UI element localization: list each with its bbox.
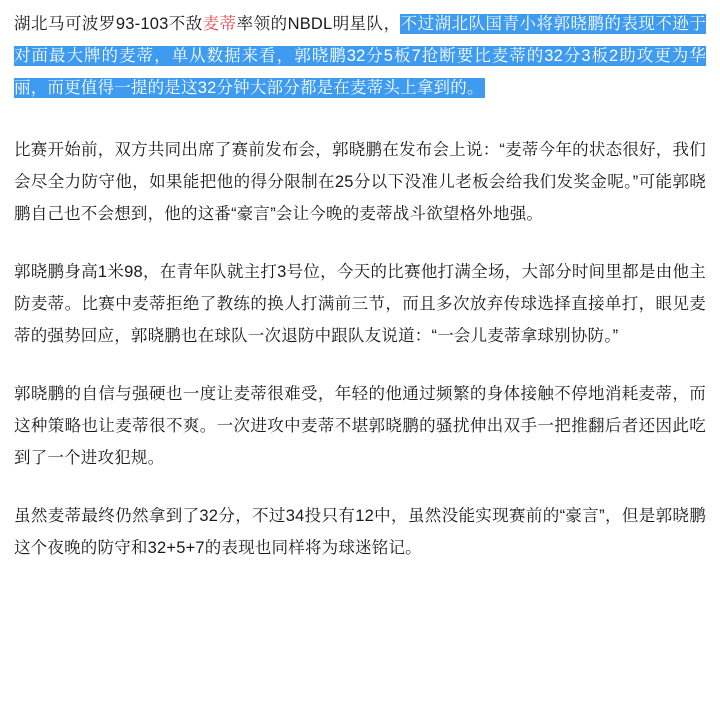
text-run: 湖北马可波罗93-103不敌: [14, 15, 203, 33]
paragraph-4: [14, 378, 706, 474]
text-run: 郭晓鹏身高1米98，在青年队就主打3号位，今天的比赛他打满全场，大部分时间里都是由他主防麦蒂。比赛中麦蒂拒绝了教练的换人打满前三节，而且多次放弃传球选择直接单打，眼见麦蒂的强势回应，郭晓鹏也在球队一次退防中跟队友说道：“一会儿麦蒂拿球别协防。”: [14, 263, 706, 345]
paragraph-3: [14, 256, 706, 352]
paragraph-1: [14, 8, 706, 104]
paragraph-2: [14, 134, 706, 230]
highlighted-keyword: 麦蒂: [202, 15, 237, 33]
text-run: 率领的NBDL明星队，: [236, 15, 401, 33]
paragraph-5: [14, 500, 706, 564]
text-run: 比赛开始前，双方共同出席了赛前发布会，郭晓鹏在发布会上说：“麦蒂今年的状态很好，我们会尽全力防守他，如果能把他的得分限制在25分以下没准儿老板会给我们发奖金呢。”可能郭晓鹏自己也不会想到，他的这番“豪言”会让今晚的麦蒂战斗欲望格外地强。: [14, 141, 706, 223]
text-run: 郭晓鹏的自信与强硬也一度让麦蒂很难受，年轻的他通过频繁的身体接触不停地消耗麦蒂，而这种策略也让麦蒂很不爽。一次进攻中麦蒂不堪郭晓鹏的骚扰伸出双手一把推翻后者还因此吃到了一个进攻犯规。: [14, 385, 706, 467]
text-run: 虽然麦蒂最终仍然拿到了32分，不过34投只有12中，虽然没能实现赛前的“豪言”，但是郭晓鹏这个夜晚的防守和32+5+7的表现也同样将为球迷铭记。: [14, 507, 706, 557]
selected-text[interactable]: 不过湖北队国青小将郭晓鹏的表现不逊于对面最大牌的麦蒂，单从数据来看，郭晓鹏32分5板7抢断要比麦蒂的32分3板2助攻更为华丽，而更值得一提的是这32分钟大部分都是在麦蒂头上拿到的。: [14, 15, 706, 97]
